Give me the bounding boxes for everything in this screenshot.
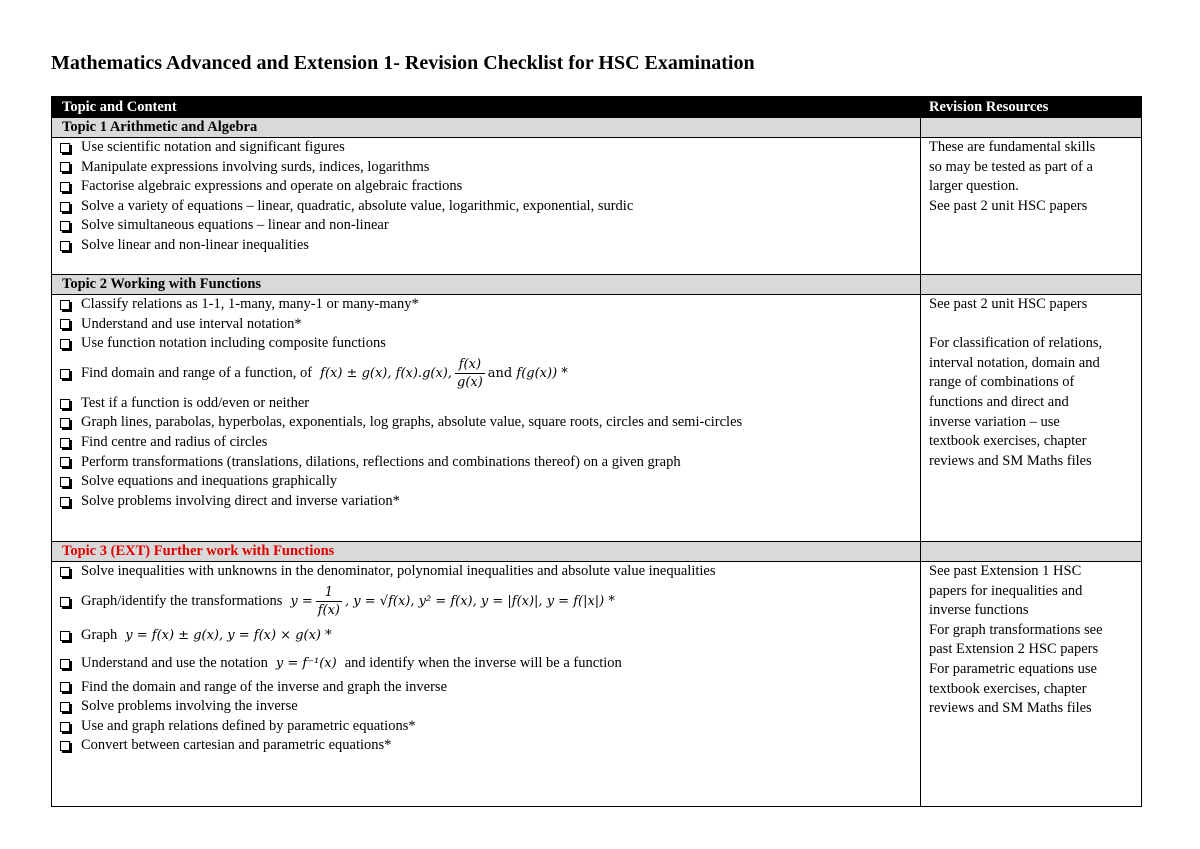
checkbox-icon[interactable] bbox=[60, 319, 70, 329]
checkbox-icon[interactable] bbox=[60, 682, 70, 692]
checkbox-icon[interactable] bbox=[60, 659, 70, 669]
checkbox-icon[interactable] bbox=[60, 418, 70, 428]
topic-1-resources: These are fundamental skills so may be tested as part of a larger question. See past 2 unit HSC papers bbox=[921, 138, 1142, 275]
topic-2-title: Topic 2 Working with Functions bbox=[52, 275, 921, 295]
topic-3-resources-header bbox=[921, 542, 1142, 562]
topic-1-header-row bbox=[52, 118, 1142, 138]
checkbox-icon[interactable] bbox=[60, 182, 70, 192]
list-item[interactable]: Graph lines, parabolas, hyperbolas, exponentials, log graphs, absolute value, square roots, circles and semi-circles bbox=[60, 413, 920, 433]
checkbox-icon[interactable] bbox=[60, 221, 70, 231]
list-item[interactable]: Test if a function is odd/even or neither bbox=[60, 394, 920, 414]
list-item[interactable]: Find domain and range of a function, of f(x) ± g(x), f(x).g(x), $\frac{f(x)}{g(x)}$ and f(g(x)) * bbox=[60, 354, 920, 394]
list-item[interactable]: Factorise algebraic expressions and operate on algebraic fractions bbox=[60, 177, 920, 197]
list-item[interactable]: Convert between cartesian and parametric equations* bbox=[60, 736, 920, 756]
list-item[interactable]: Use function notation including composite functions bbox=[60, 334, 920, 354]
checkbox-icon[interactable] bbox=[60, 399, 70, 409]
checkbox-icon[interactable] bbox=[60, 702, 70, 712]
list-item[interactable]: Graph y = f(x) ± g(x), y = f(x) × g(x) * bbox=[60, 622, 920, 650]
domain-range-formula: f(x) ± g(x), f(x).g(x), $\frac{f(x)}{g(x)}$ and f(g(x)) * bbox=[320, 357, 568, 391]
list-item[interactable]: Solve problems involving the inverse bbox=[60, 697, 920, 717]
checkbox-icon[interactable] bbox=[60, 631, 70, 641]
checkbox-icon[interactable] bbox=[60, 162, 70, 172]
list-item[interactable]: Find centre and radius of circles bbox=[60, 433, 920, 453]
checkbox-icon[interactable] bbox=[60, 143, 70, 153]
checkbox-icon[interactable] bbox=[60, 722, 70, 732]
topic-3-resources: See past Extension 1 HSC papers for inequalities and inverse functions For graph transformations see past Extension 2 HSC papers For parametric equations use textbook exercises, chapter reviews and SM Maths files bbox=[921, 562, 1142, 807]
inverse-notation-formula: y = f⁻¹(x) bbox=[275, 655, 337, 671]
list-item[interactable]: Find the domain and range of the inverse and graph the inverse bbox=[60, 678, 920, 698]
topic-3-content-row bbox=[52, 562, 1142, 807]
checkbox-icon[interactable] bbox=[60, 300, 70, 310]
list-item[interactable]: Manipulate expressions involving surds, indices, logarithms bbox=[60, 158, 920, 178]
topic-2-resources-header bbox=[921, 275, 1142, 295]
page-title: Mathematics Advanced and Extension 1- Revision Checklist for HSC Examination bbox=[51, 52, 755, 74]
list-item[interactable]: Classify relations as 1-1, 1-many, many-1 or many-many* bbox=[60, 295, 920, 315]
list-item[interactable]: Graph/identify the transformations y = $\frac{1}{f(x)}$ , y = √f(x), y² = f(x), y = |f(x)|, y = f(|x|) * bbox=[60, 582, 920, 622]
topic-1-content-row bbox=[52, 138, 1142, 275]
checkbox-icon[interactable] bbox=[60, 457, 70, 467]
checkbox-icon[interactable] bbox=[60, 741, 70, 751]
topic-3-items bbox=[52, 562, 921, 807]
checkbox-icon[interactable] bbox=[60, 369, 70, 379]
table-header-row bbox=[52, 97, 1142, 118]
topic-3-header-row bbox=[52, 542, 1142, 562]
topic-2-header-row bbox=[52, 275, 1142, 295]
list-item[interactable]: Solve linear and non-linear inequalities bbox=[60, 236, 920, 256]
transformations-formula: y = $\frac{1}{f(x)}$ , y = √f(x), y² = f(x), y = |f(x)|, y = f(|x|) * bbox=[290, 585, 615, 619]
topic-1-resources-header bbox=[921, 118, 1142, 138]
list-item[interactable]: Solve a variety of equations – linear, quadratic, absolute value, logarithmic, exponential, surdic bbox=[60, 197, 920, 217]
graph-formula: y = f(x) ± g(x), y = f(x) × g(x) * bbox=[125, 627, 332, 643]
list-item[interactable]: Solve equations and inequations graphically bbox=[60, 472, 920, 492]
list-item[interactable]: Solve simultaneous equations – linear and non-linear bbox=[60, 216, 920, 236]
topic-1-title: Topic 1 Arithmetic and Algebra bbox=[52, 118, 921, 138]
list-item[interactable]: Solve inequalities with unknowns in the denominator, polynomial inequalities and absolute value inequalities bbox=[60, 562, 920, 582]
checkbox-icon[interactable] bbox=[60, 477, 70, 487]
topic-2-resources: See past 2 unit HSC papers For classification of relations, interval notation, domain and range of combinations of functions and direct and inverse variation – use textbook exercises, chapter reviews and SM Maths files bbox=[921, 295, 1142, 542]
topic-2-content-row bbox=[52, 295, 1142, 542]
list-item[interactable]: Perform transformations (translations, dilations, reflections and combinations thereof) on a given graph bbox=[60, 453, 920, 473]
checkbox-icon[interactable] bbox=[60, 497, 70, 507]
list-item[interactable]: Understand and use interval notation* bbox=[60, 315, 920, 335]
topic-3-title: Topic 3 (EXT) Further work with Functions bbox=[52, 542, 921, 562]
topic-1-items bbox=[52, 138, 921, 275]
header-topic-content: Topic and Content bbox=[52, 97, 921, 118]
checkbox-icon[interactable] bbox=[60, 339, 70, 349]
checkbox-icon[interactable] bbox=[60, 241, 70, 251]
list-item[interactable]: Solve problems involving direct and inverse variation* bbox=[60, 492, 920, 512]
list-item[interactable]: Use and graph relations defined by parametric equations* bbox=[60, 717, 920, 737]
topic-2-items bbox=[52, 295, 921, 542]
revision-checklist-table bbox=[51, 96, 1142, 807]
checkbox-icon[interactable] bbox=[60, 202, 70, 212]
list-item[interactable]: Understand and use the notation y = f⁻¹(x) and identify when the inverse will be a function bbox=[60, 650, 920, 678]
list-item[interactable]: Use scientific notation and significant figures bbox=[60, 138, 920, 158]
header-revision-resources: Revision Resources bbox=[921, 97, 1142, 118]
checkbox-icon[interactable] bbox=[60, 597, 70, 607]
checkbox-icon[interactable] bbox=[60, 567, 70, 577]
checkbox-icon[interactable] bbox=[60, 438, 70, 448]
